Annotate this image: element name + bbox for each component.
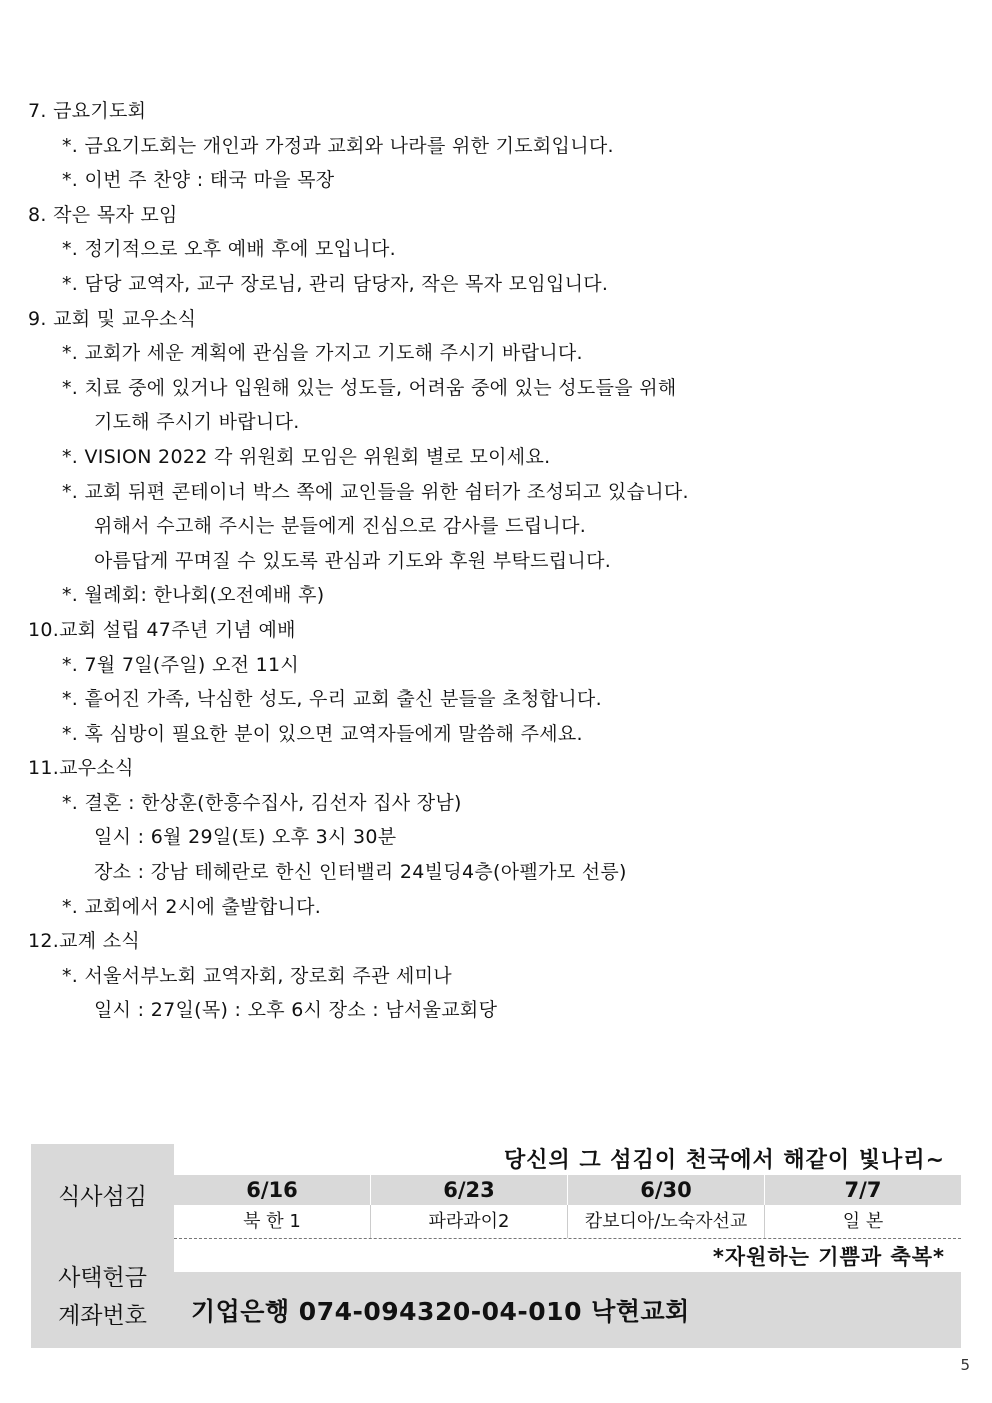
announcement-continuation: 위해서 수고해 주시는 분들에게 진심으로 감사를 드립니다. xyxy=(94,515,587,538)
service-details xyxy=(174,1144,961,1348)
announcement-item: *. VISION 2022 각 위원회 모임은 위원회 별로 모이세요. xyxy=(62,445,551,468)
account-label: 계좌번호 xyxy=(58,1303,147,1329)
group-cell: 캄보디아/노숙자선교 xyxy=(567,1205,764,1238)
date-cell: 6/16 xyxy=(246,1178,298,1202)
group-cell: 북 한 1 xyxy=(243,1211,301,1232)
announcement-item: *. 7월 7일(주일) 오전 11시 xyxy=(62,653,300,676)
page-number: 5 xyxy=(960,1356,970,1374)
announcement-continuation: 일시 : 27일(목) : 오후 6시 장소 : 남서울교회당 xyxy=(94,999,498,1022)
announcement-item: *. 금요기도회는 개인과 가정과 교회와 나라를 위한 기도회입니다. xyxy=(62,134,614,157)
announcement-item: *. 월례회: 한나회(오전예배 후) xyxy=(62,584,325,607)
dates-row xyxy=(174,1175,961,1205)
announcement-continuation: 기도해 주시기 바랍니다. xyxy=(94,411,300,434)
section-heading: 9. 교회 및 교우소식 xyxy=(28,307,197,330)
account-number: 기업은행 074-094320-04-010 낙현교회 xyxy=(191,1297,690,1326)
announcement-continuation: 아름답게 꾸며질 수 있도록 관심과 기도와 후원 부탁드립니다. xyxy=(94,549,612,572)
announcement-item: *. 흩어진 가족, 낙심한 성도, 우리 교회 출신 분들을 초청합니다. xyxy=(62,688,602,711)
offering-label: 사택헌금 xyxy=(58,1265,147,1291)
slogan: 당신의 그 섬김이 천국에서 해같이 빛나리~ xyxy=(503,1148,945,1173)
date-cell: 6/23 xyxy=(370,1175,567,1205)
announcements-list xyxy=(28,94,958,1028)
date-cell: 6/30 xyxy=(567,1175,764,1205)
announcement-continuation: 장소 : 강남 테헤란로 한신 인터밸리 24빌딩4층(아펠가모 선릉) xyxy=(94,861,627,884)
section-heading: 11.교우소식 xyxy=(28,757,134,780)
section-heading: 7. 금요기도회 xyxy=(28,100,147,122)
announcement-item: *. 교회에서 2시에 출발합니다. xyxy=(62,895,322,918)
announcement-item: *. 치료 중에 있거나 입원해 있는 성도들, 어려움 중에 있는 성도들을 위해 xyxy=(62,376,677,399)
account-row xyxy=(174,1272,961,1348)
announcement-continuation: 일시 : 6월 29일(토) 오후 3시 30분 xyxy=(94,826,397,849)
service-info-box xyxy=(31,1144,961,1348)
announcement-item: *. 교회가 세운 계획에 관심을 가지고 기도해 주시기 바랍니다. xyxy=(62,342,583,365)
offering-motto: *자원하는 기쁨과 축복* xyxy=(712,1245,945,1269)
announcement-item: *. 혹 심방이 필요한 분이 있으면 교역자들에게 말씀해 주세요. xyxy=(62,722,583,745)
groups-row xyxy=(174,1205,961,1239)
group-cell: 파라과이2 xyxy=(370,1205,567,1238)
announcement-item: *. 서울서부노회 교역자회, 장로회 주관 세미나 xyxy=(62,964,452,987)
announcement-item: *. 정기적으로 오후 예배 후에 모입니다. xyxy=(62,238,396,261)
meal-service-label: 식사섬김 xyxy=(58,1184,147,1210)
announcement-item: *. 담당 교역자, 교구 장로님, 관리 담당자, 작은 목자 모임입니다. xyxy=(62,272,609,295)
section-heading: 10.교회 설립 47주년 기념 예배 xyxy=(28,618,296,641)
date-cell: 7/7 xyxy=(764,1175,961,1205)
section-heading: 8. 작은 목자 모임 xyxy=(28,203,178,226)
announcement-item: *. 이번 주 찬양 : 태국 마을 목장 xyxy=(62,169,335,192)
section-heading: 12.교계 소식 xyxy=(28,930,141,953)
announcement-item: *. 교회 뒤편 콘테이너 박스 쪽에 교인들을 위한 쉼터가 조성되고 있습니다. xyxy=(62,480,689,503)
label-column xyxy=(31,1144,174,1348)
group-cell: 일 본 xyxy=(764,1205,961,1238)
announcement-item: *. 결혼 : 한상훈(한흥수집사, 김선자 집사 장남) xyxy=(62,791,462,814)
